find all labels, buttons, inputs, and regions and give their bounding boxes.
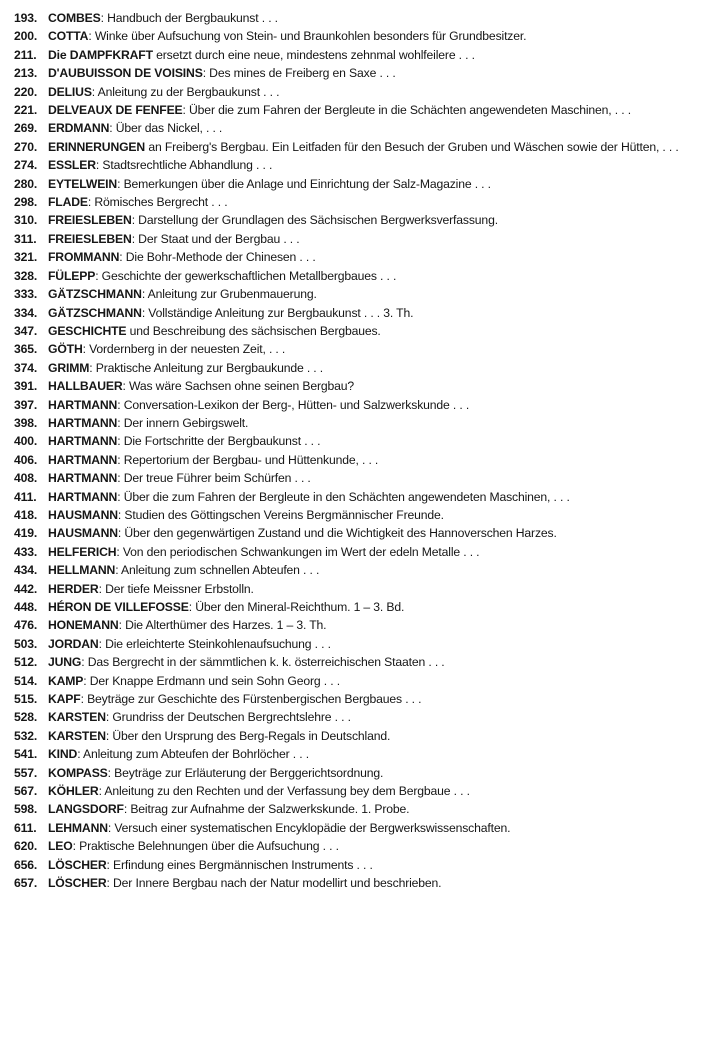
entry-number: 321. (14, 250, 38, 265)
entry-author: FREIESLEBEN (48, 213, 132, 228)
entry-separator: : (182, 103, 190, 118)
bibliography-entry (14, 598, 699, 616)
entry-body (48, 156, 699, 174)
entry-title: Stadtsrechtliche Abhandlung . . . (102, 158, 273, 173)
bibliography-entry (14, 359, 699, 377)
entry-body (48, 745, 699, 763)
bibliography-entry (14, 175, 699, 193)
entry-title: Der Innere Bergbau nach der Natur modellirt und beschrieben. (113, 876, 442, 891)
entry-number: 656. (14, 857, 38, 872)
entry-author: JUNG (48, 655, 82, 670)
entry-separator: : (119, 250, 126, 265)
entry-number: 657. (14, 876, 38, 891)
entry-number: 310. (14, 213, 38, 228)
entry-title: Über die zum Fahren der Bergleute in die Schächten angewendeten Maschinen, . . . (189, 103, 631, 118)
entry-title: Von den periodischen Schwankungen im Wert der edeln Metalle . . . (122, 544, 480, 559)
entry-separator: : (188, 600, 196, 614)
entry-title: Winke über Aufsuchung von Stein- und Braunkohlen besonders für Grundbesitzer. (94, 29, 527, 44)
entry-number: 512. (14, 655, 38, 670)
entry-number: 270. (14, 139, 38, 154)
entry-title: Über das Nickel, . . . (115, 121, 223, 136)
entry-separator: : (82, 342, 90, 357)
entry-body (48, 267, 699, 285)
bibliography-entry (14, 690, 699, 708)
entry-body (48, 690, 699, 708)
entry-author: GÄTZSCHMANN (48, 305, 142, 320)
entry-author: KARSTEN (48, 710, 106, 725)
entry-number: 476. (14, 618, 38, 633)
bibliography-entry (14, 819, 699, 837)
entry-separator: : (117, 507, 125, 522)
bibliography-entry (14, 9, 699, 27)
entry-title: Versuch einer systematischen Encyklopädie der Bergwerkswissenschaften. (114, 820, 511, 835)
entry-title: Anleitung zum schnellen Abteufen . . . (121, 563, 320, 578)
entry-author: LEHMANN (48, 820, 108, 835)
entry-separator: : (98, 636, 106, 651)
bibliography-entry (14, 83, 699, 101)
entry-separator: : (117, 415, 124, 430)
entry-body (48, 230, 699, 248)
entry-body (48, 27, 699, 45)
entry-number: 211. (14, 47, 37, 62)
entry-separator: : (117, 489, 124, 504)
entry-body (48, 506, 699, 524)
entry-body (48, 46, 699, 64)
bibliography-entry (14, 101, 699, 119)
bibliography-entry (14, 64, 699, 82)
entry-author: GÄTZSCHMANN (48, 287, 142, 302)
bibliography-entry (14, 616, 699, 634)
entry-separator: : (77, 747, 84, 762)
entry-author: LÖSCHER (48, 857, 107, 872)
entry-separator: : (91, 84, 98, 99)
entry-number: 408. (14, 471, 38, 486)
entry-number: 557. (14, 765, 38, 780)
bibliography-entry (14, 248, 699, 266)
bibliography-entry (14, 211, 699, 229)
entry-separator: : (117, 176, 124, 191)
entry-body (48, 340, 699, 358)
entry-title: Der tiefe Meissner Erbstolln. (105, 581, 254, 596)
entry-body (48, 377, 699, 395)
entry-body (48, 727, 699, 745)
entry-author: HARTMANN (48, 397, 118, 412)
bibliography-entry (14, 377, 699, 395)
entry-body (48, 856, 699, 874)
bibliography-entry (14, 727, 699, 745)
entry-body (48, 488, 699, 506)
entry-title: Der Knappe Erdmann und sein Sohn Georg . . . (89, 673, 340, 688)
entry-number: 448. (14, 600, 38, 614)
entry-separator: : (80, 692, 88, 707)
entry-body (48, 524, 699, 542)
entry-author: KAMP (48, 673, 84, 688)
entry-title: Conversation-Lexikon der Berg-, Hütten- und Salzwerkskunde . . . (123, 397, 470, 412)
entry-author: COTTA (48, 29, 89, 44)
bibliography-entry (14, 580, 699, 598)
entry-author: DELVEAUX DE FENFEE (48, 103, 183, 118)
bibliography-list (14, 9, 699, 893)
entry-body (48, 9, 699, 27)
entry-title: Der treue Führer beim Schürfen . . . (123, 471, 311, 486)
entry-title: Beitrag zur Aufnahme der Salzwerkskunde. 1. Probe. (130, 802, 410, 817)
entry-author: COMBES (48, 11, 101, 25)
entry-author: KARSTEN (48, 728, 106, 743)
entry-separator: : (141, 287, 148, 302)
entry-separator: : (117, 434, 124, 449)
entry-author: GÖTH (48, 342, 83, 357)
entry-separator: : (106, 876, 114, 891)
entry-body (48, 580, 699, 598)
entry-separator: : (89, 360, 96, 375)
entry-number: 220. (14, 84, 38, 99)
entry-body (48, 764, 699, 782)
bibliography-entry (14, 524, 699, 542)
entry-number: 347. (14, 323, 38, 338)
entry-title: Über den Ursprung des Berg-Regals in Deutschland. (112, 728, 391, 743)
bibliography-entry (14, 764, 699, 782)
entry-title: Römisches Bergrecht . . . (94, 195, 228, 210)
entry-body (48, 800, 699, 818)
bibliography-entry (14, 432, 699, 450)
entry-body (48, 451, 699, 469)
bibliography-entry (14, 304, 699, 322)
entry-title: Grundriss der Deutschen Bergrechtslehre . . . (112, 710, 351, 725)
entry-number: 298. (14, 195, 38, 210)
entry-number: 541. (14, 747, 38, 762)
entry-separator: : (107, 765, 115, 780)
bibliography-entry (14, 856, 699, 874)
bibliography-entry (14, 138, 699, 156)
entry-number: 334. (14, 305, 38, 320)
entry-separator: : (117, 526, 125, 541)
entry-separator: : (131, 213, 139, 228)
entry-author: ESSLER (48, 158, 96, 173)
bibliography-entry (14, 285, 699, 303)
entry-separator: : (122, 379, 129, 394)
entry-body (48, 138, 699, 156)
entry-author: KOMPASS (48, 765, 108, 780)
bibliography-entry (14, 27, 699, 45)
entry-body (48, 543, 699, 561)
entry-separator: : (118, 618, 126, 633)
bibliography-entry (14, 267, 699, 285)
entry-separator: : (105, 710, 113, 725)
entry-body (48, 561, 699, 579)
bibliography-entry (14, 745, 699, 763)
entry-title: an Freiberg's Bergbau. Ein Leitfaden für den Besuch der Gruben und Wäschen sowie der Hütten, . . . (148, 139, 679, 154)
entry-number: 528. (14, 710, 38, 725)
bibliography-entry (14, 230, 699, 248)
bibliography-entry (14, 506, 699, 524)
entry-number: 532. (14, 728, 38, 743)
entry-separator: : (83, 673, 90, 688)
entry-separator: : (72, 839, 80, 854)
entry-number: 221. (14, 103, 38, 118)
entry-number: 400. (14, 434, 38, 449)
entry-author: DELIUS (48, 84, 92, 99)
bibliography-entry (14, 193, 699, 211)
entry-author: HARTMANN (48, 489, 118, 504)
entry-author: JORDAN (48, 636, 99, 651)
entry-title: Beyträge zur Geschichte des Fürstenbergischen Bergbaues . . . (87, 692, 422, 707)
entry-title: Vordernberg in der neuesten Zeit, . . . (89, 342, 286, 357)
entry-author: LEO (48, 839, 73, 854)
bibliography-entry (14, 874, 699, 892)
entry-separator: : (81, 655, 88, 670)
entry-number: 328. (14, 268, 38, 283)
bibliography-entry (14, 561, 699, 579)
entry-author: FLADE (48, 195, 88, 210)
entry-title: Anleitung zum Abteufen der Bohrlöcher . . . (83, 747, 309, 762)
entry-title: Beyträge zur Erläuterung der Berggerichtsordnung. (114, 765, 384, 780)
entry-number: 620. (14, 839, 38, 854)
entry-body (48, 635, 699, 653)
bibliography-entry (14, 322, 699, 340)
entry-body (48, 708, 699, 726)
entry-author: HONEMANN (48, 618, 119, 633)
entry-author: ERDMANN (48, 121, 110, 136)
entry-author: FROMMANN (48, 250, 120, 265)
entry-separator: : (87, 195, 95, 210)
entry-author: GESCHICHTE (48, 323, 127, 338)
entry-body (48, 175, 699, 193)
entry-separator: : (141, 305, 149, 320)
entry-body (48, 432, 699, 450)
entry-number: 374. (14, 360, 38, 375)
entry-separator: : (116, 544, 123, 559)
entry-author: HAUSMANN (48, 526, 118, 541)
entry-body (48, 101, 699, 119)
entry-title: Geschichte der gewerkschaftlichen Metallbergbaues . . . (101, 268, 397, 283)
entry-number: 406. (14, 452, 38, 467)
entry-number: 598. (14, 802, 38, 817)
entry-number: 419. (14, 526, 38, 541)
entry-author: EYTELWEIN (48, 176, 118, 191)
entry-separator: : (202, 66, 210, 81)
bibliography-entry (14, 800, 699, 818)
bibliography-entry (14, 635, 699, 653)
entry-body (48, 819, 699, 837)
entry-separator: : (95, 158, 103, 173)
entry-title: Über die zum Fahren der Bergleute in den Schächten angewendeten Maschinen, . . . (123, 489, 570, 504)
entry-body (48, 782, 699, 800)
entry-title: Über den gegenwärtigen Zustand und die Wichtigkeit des Hannoverschen Harzes. (124, 526, 557, 541)
entry-author: GRIMM (48, 360, 90, 375)
entry-author: LÖSCHER (48, 876, 107, 891)
entry-author: Die DAMPFKRAFT (48, 47, 153, 62)
entry-separator: : (100, 11, 108, 25)
entry-author: HARTMANN (48, 452, 118, 467)
entry-number: 418. (14, 507, 38, 522)
entry-title: Über den Mineral-Reichthum. 1 – 3. Bd. (195, 600, 405, 614)
entry-author: LANGSDORF (48, 802, 124, 817)
entry-number: 274. (14, 158, 38, 173)
entry-author: HELLMANN (48, 563, 116, 578)
entry-author: FREIESLEBEN (48, 231, 132, 246)
entry-author: HAUSMANN (48, 507, 118, 522)
entry-body (48, 598, 699, 616)
bibliography-entry (14, 672, 699, 690)
entry-number: 503. (14, 636, 38, 651)
entry-body (48, 396, 699, 414)
entry-number: 397. (14, 397, 38, 412)
entry-body (48, 874, 699, 892)
entry-title: Anleitung zur Grubenmauerung. (147, 287, 317, 302)
bibliography-entry (14, 782, 699, 800)
entry-author: HERDER (48, 581, 99, 596)
entry-title: Der Staat und der Bergbau . . . (138, 231, 300, 246)
entry-number: 269. (14, 121, 38, 136)
entry-title: Bemerkungen über die Anlage und Einrichtung der Salz-Magazine . . . (123, 176, 491, 191)
entry-separator: : (88, 29, 95, 44)
entry-number: 311. (14, 231, 37, 246)
entry-number: 398. (14, 415, 38, 430)
entry-author: HÉRON DE VILLEFOSSE (48, 600, 189, 614)
entry-separator: : (115, 563, 121, 578)
entry-number: 333. (14, 287, 38, 302)
entry-title: Anleitung zu den Rechten und der Verfassung bey dem Bergbaue . . . (104, 784, 470, 799)
entry-separator: : (117, 397, 124, 412)
entry-author: HARTMANN (48, 434, 118, 449)
entry-author: FÜLEPP (48, 268, 96, 283)
entry-number: 515. (14, 692, 38, 707)
entry-number: 411. (14, 489, 37, 504)
entry-number: 200. (14, 29, 38, 44)
bibliography-entry (14, 451, 699, 469)
entry-separator: : (95, 268, 102, 283)
entry-separator: : (105, 728, 113, 743)
entry-body (48, 119, 699, 137)
entry-title: Die Alterthümer des Harzes. 1 – 3. Th. (125, 618, 327, 633)
entry-body (48, 672, 699, 690)
entry-body (48, 469, 699, 487)
entry-author: HARTMANN (48, 415, 118, 430)
entry-title: Handbuch der Bergbaukunst . . . (107, 11, 278, 25)
entry-separator: : (106, 857, 114, 872)
entry-separator: : (107, 820, 115, 835)
bibliography-entry (14, 156, 699, 174)
bibliography-entry (14, 837, 699, 855)
entry-author: KIND (48, 747, 78, 762)
entry-author: KAPF (48, 692, 81, 707)
entry-body (48, 653, 699, 671)
entry-number: 442. (14, 581, 38, 596)
entry-title: Repertorium der Bergbau- und Hüttenkunde, . . . (123, 452, 379, 467)
entry-author: HALLBAUER (48, 379, 123, 394)
entry-title: Die Fortschritte der Bergbaukunst . . . (123, 434, 321, 449)
entry-body (48, 304, 699, 322)
entry-separator: : (123, 802, 131, 817)
entry-title: Die erleichterte Steinkohlenaufsuchung . . . (105, 636, 331, 651)
entry-title: Der innern Gebirgswelt. (123, 415, 249, 430)
entry-number: 280. (14, 176, 38, 191)
entry-title: Praktische Anleitung zur Bergbaukunde . . . (95, 360, 324, 375)
entry-title: Studien des Göttingschen Vereins Bergmännischer Freunde. (124, 507, 444, 522)
bibliography-entry (14, 653, 699, 671)
entry-title: und Beschreibung des sächsischen Bergbaues. (129, 323, 381, 338)
entry-body (48, 616, 699, 634)
entry-author: ERINNERUNGEN (48, 139, 146, 154)
entry-body (48, 211, 699, 229)
bibliography-entry (14, 708, 699, 726)
bibliography-entry (14, 340, 699, 358)
entry-number: 434. (14, 563, 38, 578)
entry-separator: : (98, 784, 105, 799)
entry-number: 365. (14, 342, 38, 357)
entry-separator: : (131, 231, 139, 246)
bibliography-entry (14, 396, 699, 414)
entry-title: Anleitung zu der Bergbaukunst . . . (97, 84, 280, 99)
entry-body (48, 359, 699, 377)
entry-body (48, 285, 699, 303)
entry-body (48, 83, 699, 101)
entry-number: 567. (14, 784, 38, 799)
entry-title: Darstellung der Grundlagen des Sächsischen Bergwerksverfassung. (138, 213, 498, 228)
entry-title: Des mines de Freiberg en Saxe . . . (209, 66, 396, 81)
entry-title: ersetzt durch eine neue, mindestens zehnmal wohlfeilere . . . (156, 47, 475, 62)
entry-separator: : (117, 471, 124, 486)
bibliography-entry (14, 119, 699, 137)
entry-author: HARTMANN (48, 471, 118, 486)
entry-separator: : (98, 581, 106, 596)
entry-author: KÖHLER (48, 784, 99, 799)
entry-body (48, 322, 699, 340)
entry-title: Praktische Belehnungen über die Aufsuchung . . . (79, 839, 339, 854)
entry-body (48, 193, 699, 211)
entry-separator: : (117, 452, 124, 467)
entry-number: 391. (14, 379, 38, 394)
entry-separator: : (109, 121, 116, 136)
entry-number: 611. (14, 820, 37, 835)
entry-body (48, 64, 699, 82)
entry-body (48, 414, 699, 432)
bibliography-entry (14, 469, 699, 487)
entry-title: Das Bergrecht in der sämmtlichen k. k. österreichischen Staaten . . . (87, 655, 445, 670)
bibliography-entry (14, 488, 699, 506)
entry-title: Was wäre Sachsen ohne seinen Bergbau? (128, 379, 354, 394)
entry-author: HELFERICH (48, 544, 117, 559)
entry-body (48, 248, 699, 266)
entry-author: D'AUBUISSON DE VOISINS (48, 66, 203, 81)
entry-title: Die Bohr-Methode der Chinesen . . . (125, 250, 316, 265)
entry-number: 433. (14, 544, 38, 559)
entry-number: 213. (14, 66, 38, 81)
entry-number: 193. (14, 11, 38, 25)
bibliography-entry (14, 414, 699, 432)
entry-title: Erfindung eines Bergmännischen Instruments . . . (113, 857, 373, 872)
entry-body (48, 837, 699, 855)
bibliography-entry (14, 46, 699, 64)
entry-number: 514. (14, 673, 38, 688)
entry-title: Vollständige Anleitung zur Bergbaukunst . . . 3. Th. (148, 305, 414, 320)
bibliography-entry (14, 543, 699, 561)
